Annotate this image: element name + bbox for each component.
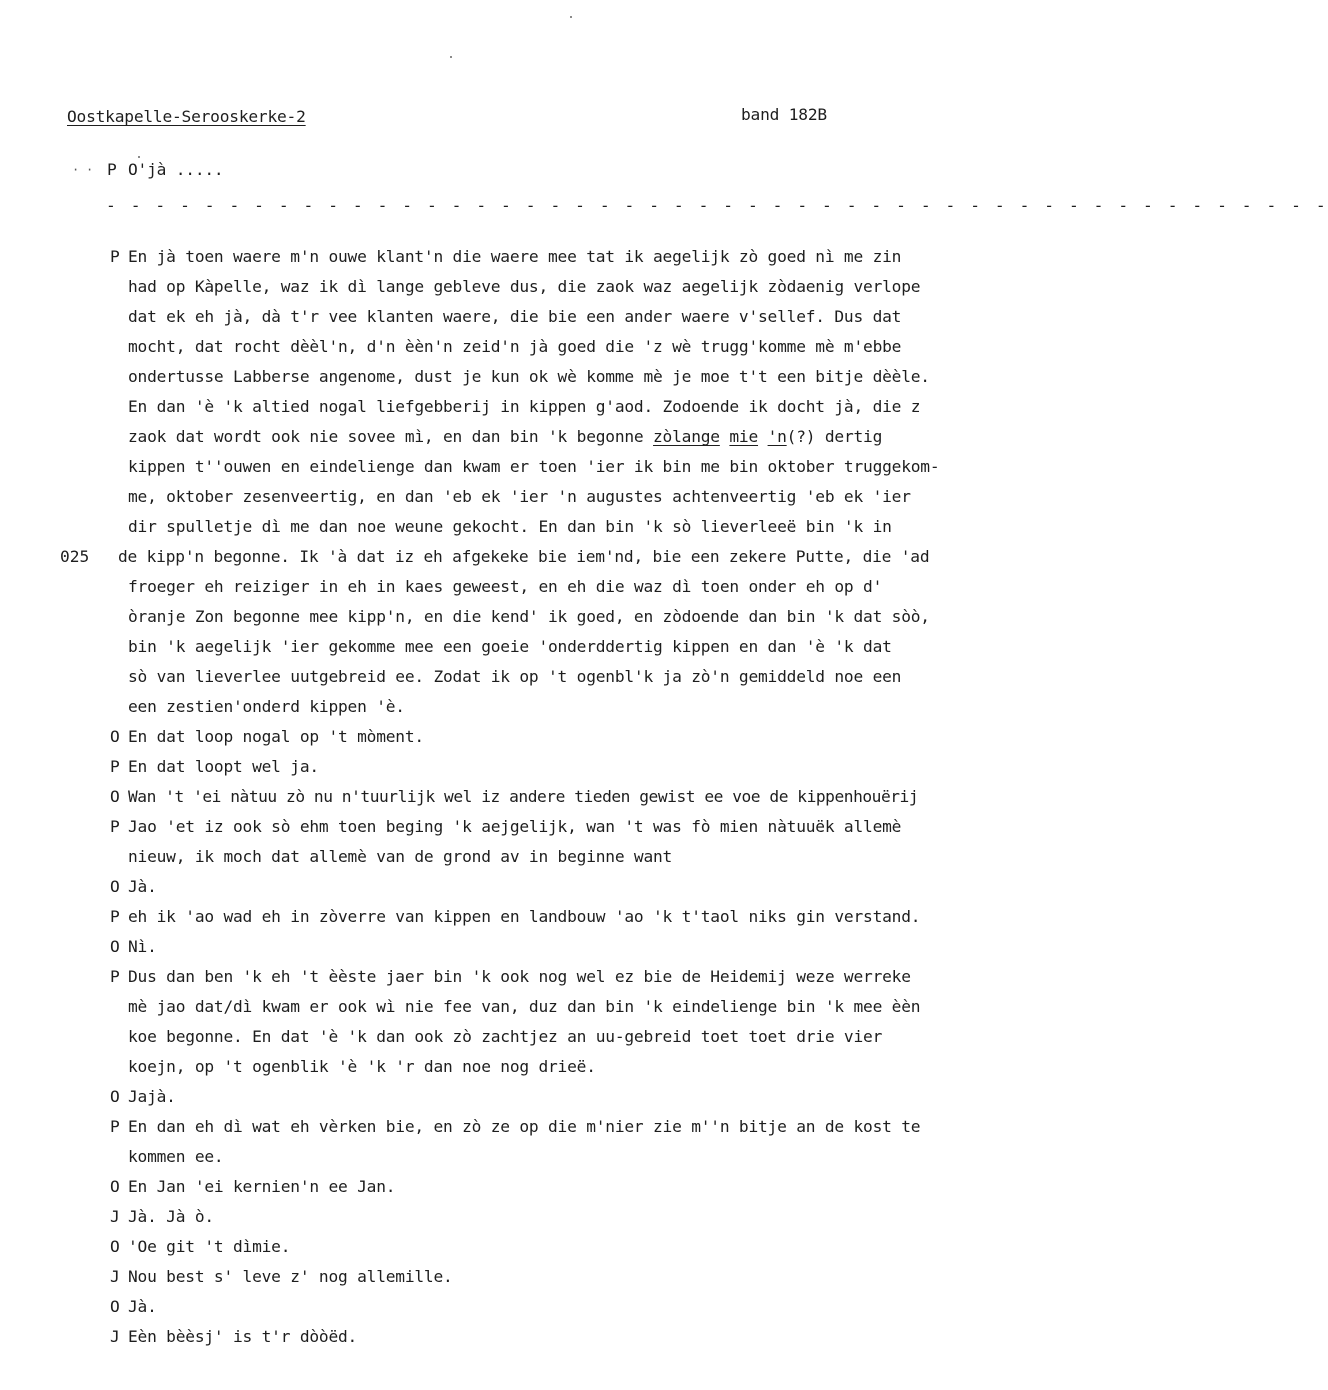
line-text: zaok dat wordt ook nie sovee mì, en dan bin 'k begonne (128, 427, 654, 446)
transcript-line: Wan 't 'ei nàtuu zò nu n'tuurlijk wel iz andere tieden gewist ee voe de kippenhouërij (128, 787, 919, 806)
transcript-line: Jajà. (128, 1087, 176, 1106)
transcript-line: En dan 'è 'k altied nogal liefgebberij in kippen g'aod. Zodoende ik docht jà, die z (128, 397, 921, 416)
speaker-label: P (110, 1117, 120, 1136)
transcript-line: eh ik 'ao wad eh in zòverre van kippen en landbouw 'ao 'k t'taol niks gin verstand. (128, 907, 921, 926)
speaker-label: P (110, 817, 120, 836)
transcript-line: koe begonne. En dat 'è 'k dan ook zò zachtjez an uu-gebreid toet toet drie vier (128, 1027, 883, 1046)
transcript-line: koejn, op 't ogenblik 'è 'k 'r dan noe nog drieë. (128, 1057, 596, 1076)
band-label: band 182B (741, 105, 827, 124)
speaker-label: O (110, 1087, 120, 1106)
intro-marker: · · (72, 163, 94, 177)
transcript-line: Jao 'et iz ook sò ehm toen beging 'k aejgelijk, wan 't was fò mien nàtuuëk allemè (128, 817, 902, 836)
underlined-word: 'n (767, 427, 787, 446)
line-text: (?) dertig (786, 427, 883, 446)
separator-line: - - - - - - - - - - - - - - - - - - - - - - - - - - - - - - - - - - - - - - - - - - - - - - - - - - (106, 196, 1328, 215)
paper-speck (138, 156, 140, 158)
speaker-label: P (110, 247, 120, 266)
transcript-line: kippen t''ouwen en eindelienge dan kwam er toen 'ier ik bin me bin oktober truggekom- (128, 457, 940, 476)
transcript-line: een zestien'onderd kippen 'è. (128, 697, 405, 716)
transcript-line: Jà. Jà ò. (128, 1207, 214, 1226)
intro-text: O'jà ..... (128, 160, 224, 179)
speaker-label: P (110, 757, 120, 776)
transcript-line: dat ek eh jà, dà t'r vee klanten waere, die bie een ander waere v'sellef. Dus dat (128, 307, 902, 326)
transcript-line: Jà. (128, 877, 157, 896)
transcript-line: mocht, dat rocht dèèl'n, d'n èèn'n zeid'n jà goed die 'z wè trugg'komme mè m'ebbe (128, 337, 902, 356)
speaker-label: O (110, 787, 120, 806)
paper-speck (450, 56, 452, 58)
speaker-label: O (110, 877, 120, 896)
transcript-line: had op Kàpelle, waz ik dì lange gebleve dus, die zaok waz aegelijk zòdaenig verlope (128, 277, 921, 296)
line-number: 025 (60, 547, 90, 566)
speaker-label: O (110, 1297, 120, 1316)
speaker-label: O (110, 1237, 120, 1256)
underlined-word: mie (729, 427, 759, 446)
transcript-line (128, 427, 882, 447)
transcript-line: En dat loop nogal op 't mòment. (128, 727, 424, 746)
transcript-line: kommen ee. (128, 1147, 224, 1166)
transcript-line: de kipp'n begonne. Ik 'à dat iz eh afgekeke bie iem'nd, bie een zekere Putte, die 'ad (118, 547, 930, 566)
transcript-line: mè jao dat/dì kwam er ook wì nie fee van, duz dan bin 'k eindelienge bin 'k mee èèn (128, 997, 921, 1016)
transcript-line: froeger eh reiziger in eh in kaes geweest, en eh die waz dì toen onder eh op d' (128, 577, 883, 596)
transcript-line: Nì. (128, 937, 157, 956)
transcript-line: bin 'k aegelijk 'ier gekomme mee een goeie 'onderddertig kippen en dan 'è 'k dat (128, 637, 892, 656)
transcript-line: òranje Zon begonne mee kipp'n, en die kend' ik goed, en zòdoende dan bin 'k dat sòò, (128, 607, 930, 626)
transcript-line: En jà toen waere m'n ouwe klant'n die waere mee tat ik aegelijk zò goed nì me zin (128, 247, 902, 266)
transcript-line: Dus dan ben 'k eh 't èèste jaer bin 'k ook nog wel ez bie de Heidemij weze werreke (128, 967, 911, 986)
transcript-line: En dat loopt wel ja. (128, 757, 319, 776)
transcript-line: me, oktober zesenveertig, en dan 'eb ek 'ier 'n augustes achtenveertig 'eb ek 'ier (128, 487, 911, 506)
transcript-line: ondertusse Labberse angenome, dust je kun ok wè komme mè je moe t't een bitje dèèle. (128, 367, 930, 386)
speaker-label: J (110, 1267, 120, 1286)
speaker-label: P (110, 967, 120, 986)
speaker-label: P (110, 907, 120, 926)
transcript-line: nieuw, ik moch dat allemè van de grond av in beginne want (128, 847, 673, 866)
transcript-line: Eèn bèèsj' is t'r dòòëd. (128, 1327, 358, 1346)
speaker-label: J (110, 1327, 120, 1346)
speaker-label: O (110, 937, 120, 956)
paper-speck (570, 16, 572, 18)
transcript-line: Jà. (128, 1297, 157, 1316)
transcript-line: Nou best s' leve z' nog allemille. (128, 1267, 453, 1286)
transcript-line: sò van lieverlee uutgebreid ee. Zodat ik op 't ogenbl'k ja zò'n gemiddeld noe een (128, 667, 902, 686)
transcript-line: En Jan 'ei kernien'n ee Jan. (128, 1177, 396, 1196)
transcript-line: En dan eh dì wat eh vèrken bie, en zò ze op die m'nier zie m''n bitje an de kost te (128, 1117, 921, 1136)
transcript-line: 'Oe git 't dìmie. (128, 1237, 291, 1256)
transcript-line: dir spulletje dì me dan noe weune gekocht. En dan bin 'k sò lieverleeë bin 'k in (128, 517, 892, 536)
underlined-word: zòlange (653, 427, 720, 446)
speaker-label: J (110, 1207, 120, 1226)
speaker-label: O (110, 1177, 120, 1196)
speaker-label: O (110, 727, 120, 746)
document-title: Oostkapelle-Serooskerke-2 (67, 107, 306, 126)
speaker-label: P (107, 160, 117, 179)
